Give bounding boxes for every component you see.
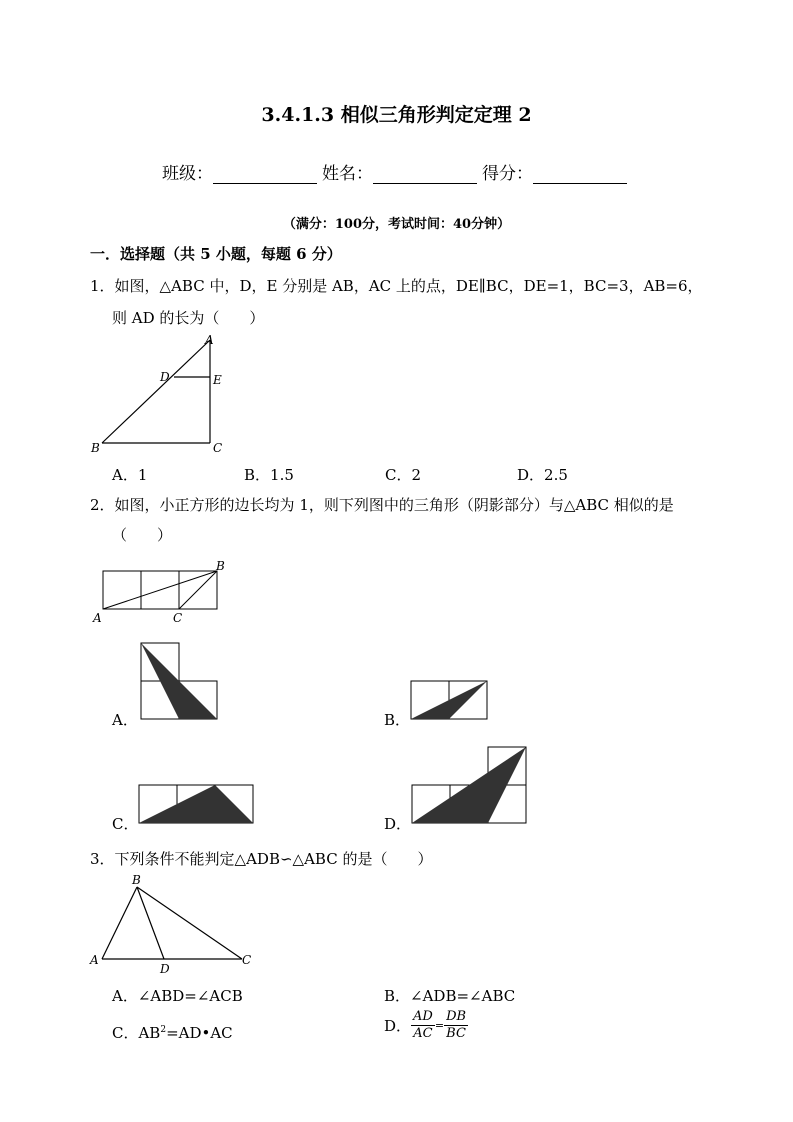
q2-label-c: C xyxy=(173,611,183,625)
q1-option-b[interactable]: B．1.5 xyxy=(244,466,294,484)
q2-option-d-figure xyxy=(411,746,529,826)
q1-line1: 1．如图，△ABC 中，D，E 分别是 AB，AC 上的点，DE∥BC，DE=1，BC=3，AB=6， xyxy=(90,277,703,295)
q1-line-ab xyxy=(102,340,210,443)
q1-line2: 则 AD 的长为（ ） xyxy=(112,309,265,327)
q3-label-a: A xyxy=(90,953,99,967)
q1-label-b: B xyxy=(91,441,100,455)
q3-option-d-frac1 xyxy=(411,1009,435,1042)
exam-note: （满分：100分，考试时间：40分钟） xyxy=(282,217,511,232)
q2-option-c-triangle xyxy=(139,785,253,823)
name-label: 姓名： xyxy=(322,164,373,184)
q1-option-a[interactable]: A．1 xyxy=(112,466,148,484)
q2-option-c-figure xyxy=(138,784,256,826)
q3-figure xyxy=(88,872,258,976)
q1-option-c[interactable]: C．2 xyxy=(385,466,422,484)
q3-option-a[interactable]: A．∠ABD=∠ACB xyxy=(112,987,243,1005)
q3-option-d-num1: AD xyxy=(413,1009,433,1024)
q2-line1: 2．如图，小正方形的边长均为 1，则下列图中的三角形（阴影部分）与△ABC 相似的是 xyxy=(90,496,674,514)
q2-line2: （ ） xyxy=(112,526,173,544)
q1-figure xyxy=(88,330,238,458)
q2-option-b[interactable]: B． xyxy=(384,711,411,729)
section-heading: 一．选择题（共 5 小题，每题 6 分） xyxy=(90,245,342,263)
score-label: 得分： xyxy=(482,164,533,184)
q3-option-d-den2: BC xyxy=(446,1026,466,1041)
score-field xyxy=(482,159,627,184)
q2-option-a[interactable]: A． xyxy=(112,711,138,729)
score-blank[interactable] xyxy=(533,164,627,184)
q3-option-b[interactable]: B．∠ADB=∠ABC xyxy=(384,987,516,1005)
class-label: 班级： xyxy=(162,164,213,184)
q2-figure xyxy=(90,558,235,628)
class-field xyxy=(162,159,317,184)
q3-option-c-sup: 2 xyxy=(160,1025,167,1035)
q3-option-c[interactable] xyxy=(112,1022,233,1043)
q2-option-b-figure xyxy=(410,680,490,722)
q2-option-c[interactable]: C． xyxy=(112,815,139,833)
q1-label-e: E xyxy=(213,373,222,387)
page-title: 3.4.1.3 相似三角形判定定理 2 xyxy=(261,104,532,126)
q3-option-c-suffix: =AD•AC xyxy=(166,1024,233,1042)
q3-option-d-den1: AC xyxy=(413,1026,433,1041)
q2-option-a-figure xyxy=(140,642,220,722)
class-blank[interactable] xyxy=(213,164,317,184)
q2-label-a: A xyxy=(93,611,102,625)
q3-option-c-prefix: C．AB xyxy=(112,1024,161,1042)
q3-label-d: D xyxy=(160,962,170,976)
q2-option-d[interactable]: D． xyxy=(384,815,412,833)
q2-label-b: B xyxy=(216,559,225,573)
q3-option-d-eq: = xyxy=(434,1019,445,1032)
q3-option-d-frac2 xyxy=(444,1009,468,1042)
q3-line1: 3．下列条件不能判定△ADB∽△ABC 的是（ ） xyxy=(90,850,433,868)
q3-label-b: B xyxy=(132,873,141,887)
q3-option-d-num2: DB xyxy=(446,1009,467,1024)
q1-option-d[interactable]: D．2.5 xyxy=(517,466,568,484)
q1-label-c: C xyxy=(213,441,223,455)
q3-option-d[interactable] xyxy=(384,1009,468,1042)
name-field xyxy=(322,159,477,184)
q1-label-a: A xyxy=(205,333,214,347)
q1-label-d: D xyxy=(160,370,170,384)
name-blank[interactable] xyxy=(373,164,477,184)
q3-option-d-prefix: D． xyxy=(384,1017,412,1035)
q3-label-c: C xyxy=(242,953,252,967)
